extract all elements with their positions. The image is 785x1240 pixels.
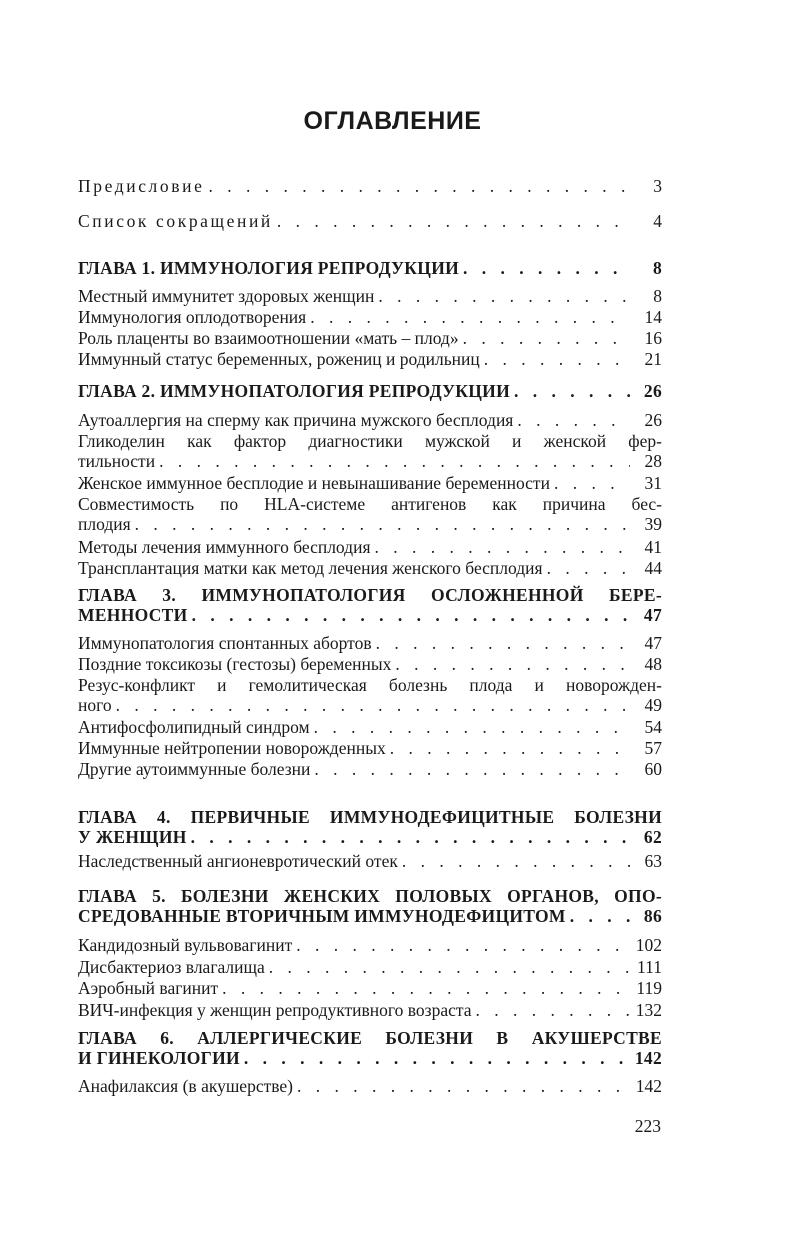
toc-entry-line: [78, 410, 662, 430]
toc-entry-page: 8: [653, 286, 662, 306]
dot-leader: [208, 176, 630, 196]
toc-entry: [78, 1076, 662, 1096]
toc-entry: [78, 349, 662, 369]
toc-entry-line: [78, 738, 662, 758]
toc-entry-label: Иммунопатология спонтанных абортов: [78, 633, 372, 653]
toc-entry-label: Методы лечения иммунного бесплодия: [78, 537, 371, 557]
toc-entry-page: 41: [644, 537, 662, 557]
toc-chapter: [78, 585, 662, 625]
toc-entry-page: 54: [644, 717, 662, 737]
toc-entry-label: У ЖЕНЩИН: [78, 827, 187, 847]
dot-leader: [390, 738, 630, 758]
toc-entry-line: [78, 473, 662, 493]
toc-entry-page: 132: [635, 1000, 662, 1020]
toc-entry-line: [78, 717, 662, 737]
dot-leader: [514, 381, 630, 401]
dot-leader: [277, 211, 630, 231]
toc-entry-page: 63: [644, 851, 662, 871]
toc-entry: [78, 537, 662, 557]
toc-entry-page: 21: [644, 349, 662, 369]
toc-entry-line: [78, 537, 662, 557]
toc-entry: [78, 176, 662, 196]
toc-entry-label: Наследственный ангионевротический отек: [78, 851, 398, 871]
toc-entry-label: МЕННОСТИ: [78, 605, 188, 625]
page-title: ОГЛАВЛЕНИЕ: [303, 107, 482, 135]
dot-leader: [159, 451, 630, 471]
dot-leader: [116, 695, 630, 715]
toc-entry-label: Кандидозный вульвовагинит: [78, 935, 293, 955]
toc-entry: [78, 286, 662, 306]
toc-entry-page: 142: [635, 1076, 662, 1096]
toc-entry-line: [78, 978, 662, 998]
toc-entry: [78, 978, 662, 998]
toc-entry-page: 3: [653, 176, 662, 196]
dot-leader: [191, 827, 630, 847]
dot-leader: [135, 514, 630, 534]
dot-leader: [314, 759, 630, 779]
table-of-contents: [78, 0, 662, 1240]
toc-entry: [78, 957, 662, 977]
toc-entry-page: 119: [636, 978, 662, 998]
toc-entry-label: Аэробный вагинит: [78, 978, 219, 998]
page-number: 223: [634, 1116, 661, 1136]
toc-entry-line: [78, 695, 662, 715]
toc-entry-first-line: ГЛАВА 6. АЛЛЕРГИЧЕСКИЕ БОЛЕЗНИ В АКУШЕРСТВЕ: [78, 1028, 662, 1048]
toc-entry: [78, 675, 662, 715]
toc-entry-page: 48: [644, 654, 662, 674]
toc-entry: [78, 654, 662, 674]
toc-entry-label: ного: [78, 695, 112, 715]
toc-entry: [78, 738, 662, 758]
toc-entry: [78, 759, 662, 779]
toc-entry-line: [78, 349, 662, 369]
toc-entry-label: Иммунные нейтропении новорожденных: [78, 738, 386, 758]
toc-chapter: [78, 807, 662, 847]
dot-leader: [547, 558, 630, 578]
toc-entry-label: Иммунология оплодотворения: [78, 307, 307, 327]
dot-leader: [375, 537, 630, 557]
dot-leader: [517, 410, 630, 430]
toc-entry: [78, 473, 662, 493]
dot-leader: [402, 851, 630, 871]
toc-entry-page: 47: [644, 633, 662, 653]
dot-leader: [269, 957, 630, 977]
toc-entry-page: 44: [644, 558, 662, 578]
toc-entry-line: [78, 211, 662, 231]
toc-entry-page: 102: [635, 935, 662, 955]
toc-entry-first-line: ГЛАВА 3. ИММУНОПАТОЛОГИЯ ОСЛОЖНЕННОЙ БЕРЕ-: [78, 585, 662, 605]
toc-entry-page: 86: [643, 906, 662, 926]
dot-leader: [310, 307, 630, 327]
toc-entry-page: 47: [643, 605, 662, 625]
toc-entry-page: 62: [643, 827, 662, 847]
toc-entry: [78, 211, 662, 231]
toc-entry-page: 142: [634, 1048, 662, 1068]
toc-entry-page: 16: [644, 328, 662, 348]
toc-entry: [78, 558, 662, 578]
toc-entry-page: 26: [643, 381, 662, 401]
toc-entry-label: СРЕДОВАННЫЕ ВТОРИЧНЫМ ИММУНОДЕФИЦИТОМ: [78, 906, 566, 926]
toc-entry-line: [78, 1048, 662, 1068]
toc-entry-first-line: ГЛАВА 4. ПЕРВИЧНЫЕ ИММУНОДЕФИЦИТНЫЕ БОЛЕЗНИ: [78, 807, 662, 827]
toc-entry-label: Анафилаксия (в акушерстве): [78, 1076, 293, 1096]
toc-entry-label: Список сокращений: [78, 211, 273, 231]
toc-entry: [78, 328, 662, 348]
toc-entry-page: 26: [644, 410, 662, 430]
toc-entry-label: Предисловие: [78, 176, 205, 196]
toc-entry-line: [78, 906, 662, 926]
toc-entry-page: 8: [652, 258, 662, 278]
dot-leader: [395, 654, 630, 674]
dot-leader: [554, 473, 630, 493]
toc-entry-line: [78, 1076, 662, 1096]
toc-entry-label: Роль плаценты во взаимоотношении «мать – плод»: [78, 328, 459, 348]
toc-entry-line: [78, 381, 662, 401]
toc-entry-first-line: ГЛАВА 5. БОЛЕЗНИ ЖЕНСКИХ ПОЛОВЫХ ОРГАНОВ, ОПО-: [78, 886, 662, 906]
dot-leader: [463, 258, 630, 278]
dot-leader: [244, 1048, 629, 1068]
toc-entry-page: 49: [644, 695, 662, 715]
toc-entry-label: Поздние токсикозы (гестозы) беременных: [78, 654, 392, 674]
toc-entry-page: 14: [644, 307, 662, 327]
toc-entry-line: [78, 558, 662, 578]
dot-leader: [570, 906, 630, 926]
toc-entry-line: [78, 1000, 662, 1020]
dot-leader: [463, 328, 630, 348]
toc-entry-line: [78, 307, 662, 327]
toc-entry-page: 111: [637, 957, 662, 977]
toc-entry: [78, 633, 662, 653]
toc-entry-line: [78, 957, 662, 977]
toc-entry: [78, 431, 662, 471]
toc-entry-label: Местный иммунитет здоровых женщин: [78, 286, 375, 306]
dot-leader: [296, 935, 630, 955]
toc-entry-line: [78, 258, 662, 278]
dot-leader: [484, 349, 630, 369]
toc-entry-line: [78, 286, 662, 306]
dot-leader: [314, 717, 630, 737]
toc-entry-page: 39: [644, 514, 662, 534]
dot-leader: [378, 286, 630, 306]
toc-entry-line: [78, 654, 662, 674]
toc-entry: [78, 851, 662, 871]
toc-entry-label: ГЛАВА 1. ИММУНОЛОГИЯ РЕПРОДУКЦИИ: [78, 258, 460, 278]
toc-entry-label: тильности: [78, 451, 156, 471]
toc-entry-label: ВИЧ-инфекция у женщин репродуктивного возраста: [78, 1000, 472, 1020]
toc-entry-line: [78, 827, 662, 847]
toc-entry-page: 28: [644, 451, 662, 471]
dot-leader: [376, 633, 630, 653]
toc-entry-page: 60: [644, 759, 662, 779]
toc-entry-first-line: Гликоделин как фактор диагностики мужской и женской фер-: [78, 431, 662, 451]
toc-chapter: [78, 381, 662, 401]
toc-chapter: [78, 258, 662, 278]
toc-entry-line: [78, 759, 662, 779]
dot-leader: [297, 1076, 630, 1096]
toc-entry-label: Аутоаллергия на сперму как причина мужского бесплодия: [78, 410, 514, 430]
toc-entry: [78, 1000, 662, 1020]
toc-entry-line: [78, 514, 662, 534]
toc-entry-label: ГЛАВА 2. ИММУНОПАТОЛОГИЯ РЕПРОДУКЦИИ: [78, 381, 510, 401]
dot-leader: [476, 1000, 630, 1020]
toc-entry-line: [78, 451, 662, 471]
toc-entry-page: 4: [653, 211, 662, 231]
toc-entry-first-line: Резус-конфликт и гемолитическая болезнь плода и новорожден-: [78, 675, 662, 695]
toc-entry-label: Иммунный статус беременных, рожениц и родильниц: [78, 349, 480, 369]
toc-entry-label: Трансплантация матки как метод лечения женского бесплодия: [78, 558, 543, 578]
toc-entry-line: [78, 328, 662, 348]
toc-entry-label: Женское иммунное бесплодие и невынашивание беременности: [78, 473, 550, 493]
toc-entry-label: И ГИНЕКОЛОГИИ: [78, 1048, 240, 1068]
toc-entry-line: [78, 176, 662, 196]
toc-entry: [78, 494, 662, 534]
dot-leader: [222, 978, 630, 998]
toc-entry: [78, 410, 662, 430]
toc-entry-line: [78, 851, 662, 871]
toc-chapter: [78, 1028, 662, 1068]
toc-entry-label: Дисбактериоз влагалища: [78, 957, 265, 977]
toc-entry-line: [78, 935, 662, 955]
toc-entry-page: 57: [644, 738, 662, 758]
toc-entry: [78, 935, 662, 955]
toc-entry-line: [78, 605, 662, 625]
dot-leader: [192, 605, 630, 625]
toc-entry-label: плодия: [78, 514, 131, 534]
toc-entry: [78, 307, 662, 327]
toc-entry-label: Антифосфолипидный синдром: [78, 717, 310, 737]
toc-entry-label: Другие аутоиммунные болезни: [78, 759, 311, 779]
toc-entry-first-line: Совместимость по HLA-системе антигенов как причина бес-: [78, 494, 662, 514]
toc-chapter: [78, 886, 662, 926]
toc-entry-page: 31: [644, 473, 662, 493]
toc-entry: [78, 717, 662, 737]
toc-entry-line: [78, 633, 662, 653]
